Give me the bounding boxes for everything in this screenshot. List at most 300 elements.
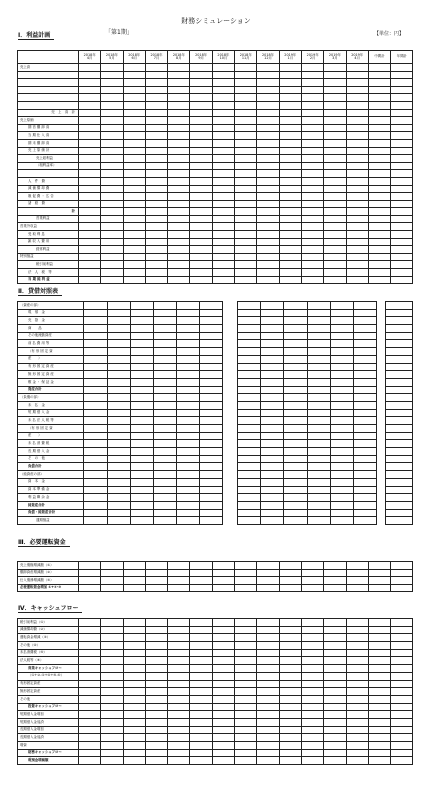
value-cell[interactable] xyxy=(153,425,176,433)
value-cell[interactable] xyxy=(279,584,301,592)
value-cell[interactable] xyxy=(279,269,301,277)
value-cell[interactable] xyxy=(107,417,130,425)
value-cell[interactable] xyxy=(212,253,234,261)
value-cell[interactable] xyxy=(101,649,123,657)
value-cell[interactable] xyxy=(279,757,301,765)
value-cell[interactable] xyxy=(353,517,376,525)
value-cell[interactable] xyxy=(145,253,167,261)
value-cell[interactable] xyxy=(177,494,200,502)
value-cell[interactable] xyxy=(284,425,307,433)
value-cell[interactable] xyxy=(324,734,346,742)
value-cell[interactable] xyxy=(307,448,330,456)
value-cell[interactable] xyxy=(190,86,212,94)
value-cell[interactable] xyxy=(353,471,376,479)
value-cell[interactable] xyxy=(385,378,412,386)
value-cell[interactable] xyxy=(145,688,167,696)
value-cell[interactable] xyxy=(385,517,412,525)
value-cell[interactable] xyxy=(279,642,301,650)
value-cell[interactable] xyxy=(368,742,390,750)
value-cell[interactable] xyxy=(385,478,412,486)
value-cell[interactable] xyxy=(279,726,301,734)
value-cell[interactable] xyxy=(123,215,145,223)
value-cell[interactable] xyxy=(257,577,279,585)
value-cell[interactable] xyxy=(368,734,390,742)
value-cell[interactable] xyxy=(307,509,330,517)
value-cell[interactable] xyxy=(238,417,261,425)
value-cell[interactable] xyxy=(324,626,346,634)
value-cell[interactable] xyxy=(324,569,346,577)
value-cell[interactable] xyxy=(84,401,107,409)
value-cell[interactable] xyxy=(168,215,190,223)
value-cell[interactable] xyxy=(284,448,307,456)
value-cell[interactable] xyxy=(130,463,153,471)
value-cell[interactable] xyxy=(84,425,107,433)
value-cell[interactable] xyxy=(261,325,284,333)
value-cell[interactable] xyxy=(330,486,353,494)
value-cell[interactable] xyxy=(301,253,323,261)
value-cell[interactable] xyxy=(346,634,368,642)
value-cell[interactable] xyxy=(261,355,284,363)
value-cell[interactable] xyxy=(145,657,167,665)
value-cell[interactable] xyxy=(284,355,307,363)
value-cell[interactable] xyxy=(324,185,346,193)
value-cell[interactable] xyxy=(168,208,190,216)
value-cell[interactable] xyxy=(190,139,212,147)
value-cell[interactable] xyxy=(385,501,412,509)
value-cell[interactable] xyxy=(346,79,368,87)
value-cell[interactable] xyxy=(330,448,353,456)
value-cell[interactable] xyxy=(257,246,279,254)
value-cell[interactable] xyxy=(168,626,190,634)
value-cell[interactable] xyxy=(145,162,167,170)
value-cell[interactable] xyxy=(391,703,413,711)
value-cell[interactable] xyxy=(324,261,346,269)
value-cell[interactable] xyxy=(261,401,284,409)
value-cell[interactable] xyxy=(346,177,368,185)
value-cell[interactable] xyxy=(346,117,368,125)
value-cell[interactable] xyxy=(101,726,123,734)
value-cell[interactable] xyxy=(168,726,190,734)
value-cell[interactable] xyxy=(235,276,257,284)
value-cell[interactable] xyxy=(279,665,301,673)
value-cell[interactable] xyxy=(212,634,234,642)
value-cell[interactable] xyxy=(346,139,368,147)
value-cell[interactable] xyxy=(123,749,145,757)
value-cell[interactable] xyxy=(101,170,123,178)
value-cell[interactable] xyxy=(238,309,261,317)
value-cell[interactable] xyxy=(153,309,176,317)
value-cell[interactable] xyxy=(284,371,307,379)
value-cell[interactable] xyxy=(153,494,176,502)
value-cell[interactable] xyxy=(368,185,390,193)
value-cell[interactable] xyxy=(301,742,323,750)
value-cell[interactable] xyxy=(153,378,176,386)
value-cell[interactable] xyxy=(346,215,368,223)
value-cell[interactable] xyxy=(307,425,330,433)
value-cell[interactable] xyxy=(346,208,368,216)
value-cell[interactable] xyxy=(123,734,145,742)
value-cell[interactable] xyxy=(324,170,346,178)
value-cell[interactable] xyxy=(212,94,234,102)
value-cell[interactable] xyxy=(123,185,145,193)
value-cell[interactable] xyxy=(235,231,257,239)
value-cell[interactable] xyxy=(79,734,101,742)
value-cell[interactable] xyxy=(130,348,153,356)
value-cell[interactable] xyxy=(238,509,261,517)
value-cell[interactable] xyxy=(212,688,234,696)
value-cell[interactable] xyxy=(307,471,330,479)
value-cell[interactable] xyxy=(123,649,145,657)
value-cell[interactable] xyxy=(190,231,212,239)
value-cell[interactable] xyxy=(346,200,368,208)
value-cell[interactable] xyxy=(307,394,330,402)
value-cell[interactable] xyxy=(368,672,390,680)
value-cell[interactable] xyxy=(353,394,376,402)
value-cell[interactable] xyxy=(168,132,190,140)
value-cell[interactable] xyxy=(107,440,130,448)
value-cell[interactable] xyxy=(279,742,301,750)
value-cell[interactable] xyxy=(235,124,257,132)
value-cell[interactable] xyxy=(307,340,330,348)
value-cell[interactable] xyxy=(145,223,167,231)
value-cell[interactable] xyxy=(145,147,167,155)
value-cell[interactable] xyxy=(153,478,176,486)
value-cell[interactable] xyxy=(330,425,353,433)
value-cell[interactable] xyxy=(235,155,257,163)
value-cell[interactable] xyxy=(301,139,323,147)
value-cell[interactable] xyxy=(385,471,412,479)
value-cell[interactable] xyxy=(130,417,153,425)
value-cell[interactable] xyxy=(261,309,284,317)
value-cell[interactable] xyxy=(353,317,376,325)
value-cell[interactable] xyxy=(145,626,167,634)
value-cell[interactable] xyxy=(385,401,412,409)
value-cell[interactable] xyxy=(212,657,234,665)
value-cell[interactable] xyxy=(200,517,223,525)
value-cell[interactable] xyxy=(107,501,130,509)
value-cell[interactable] xyxy=(190,749,212,757)
value-cell[interactable] xyxy=(261,509,284,517)
value-cell[interactable] xyxy=(200,409,223,417)
value-cell[interactable] xyxy=(301,749,323,757)
value-cell[interactable] xyxy=(79,177,101,185)
value-cell[interactable] xyxy=(301,269,323,277)
value-cell[interactable] xyxy=(190,577,212,585)
value-cell[interactable] xyxy=(212,269,234,277)
value-cell[interactable] xyxy=(238,332,261,340)
value-cell[interactable] xyxy=(261,417,284,425)
value-cell[interactable] xyxy=(368,132,390,140)
value-cell[interactable] xyxy=(123,695,145,703)
value-cell[interactable] xyxy=(177,340,200,348)
value-cell[interactable] xyxy=(153,455,176,463)
value-cell[interactable] xyxy=(257,215,279,223)
value-cell[interactable] xyxy=(235,185,257,193)
value-cell[interactable] xyxy=(79,238,101,246)
value-cell[interactable] xyxy=(324,71,346,79)
value-cell[interactable] xyxy=(153,501,176,509)
value-cell[interactable] xyxy=(235,261,257,269)
value-cell[interactable] xyxy=(235,94,257,102)
value-cell[interactable] xyxy=(190,269,212,277)
value-cell[interactable] xyxy=(123,246,145,254)
value-cell[interactable] xyxy=(284,401,307,409)
value-cell[interactable] xyxy=(79,185,101,193)
value-cell[interactable] xyxy=(368,162,390,170)
value-cell[interactable] xyxy=(130,448,153,456)
value-cell[interactable] xyxy=(177,501,200,509)
value-cell[interactable] xyxy=(79,223,101,231)
value-cell[interactable] xyxy=(330,386,353,394)
value-cell[interactable] xyxy=(391,64,413,72)
value-cell[interactable] xyxy=(391,672,413,680)
value-cell[interactable] xyxy=(353,478,376,486)
value-cell[interactable] xyxy=(353,463,376,471)
value-cell[interactable] xyxy=(301,109,323,117)
value-cell[interactable] xyxy=(330,363,353,371)
value-cell[interactable] xyxy=(145,642,167,650)
value-cell[interactable] xyxy=(238,440,261,448)
value-cell[interactable] xyxy=(385,302,412,310)
value-cell[interactable] xyxy=(84,486,107,494)
value-cell[interactable] xyxy=(324,139,346,147)
value-cell[interactable] xyxy=(107,517,130,525)
value-cell[interactable] xyxy=(177,378,200,386)
value-cell[interactable] xyxy=(101,139,123,147)
value-cell[interactable] xyxy=(123,634,145,642)
value-cell[interactable] xyxy=(101,124,123,132)
value-cell[interactable] xyxy=(257,711,279,719)
value-cell[interactable] xyxy=(212,672,234,680)
value-cell[interactable] xyxy=(145,680,167,688)
value-cell[interactable] xyxy=(200,302,223,310)
value-cell[interactable] xyxy=(368,657,390,665)
value-cell[interactable] xyxy=(235,584,257,592)
value-cell[interactable] xyxy=(279,94,301,102)
value-cell[interactable] xyxy=(190,253,212,261)
value-cell[interactable] xyxy=(145,155,167,163)
value-cell[interactable] xyxy=(168,139,190,147)
value-cell[interactable] xyxy=(391,231,413,239)
value-cell[interactable] xyxy=(79,626,101,634)
value-cell[interactable] xyxy=(346,711,368,719)
value-cell[interactable] xyxy=(235,79,257,87)
value-cell[interactable] xyxy=(307,486,330,494)
value-cell[interactable] xyxy=(257,726,279,734)
value-cell[interactable] xyxy=(130,371,153,379)
value-cell[interactable] xyxy=(168,185,190,193)
value-cell[interactable] xyxy=(368,626,390,634)
value-cell[interactable] xyxy=(107,463,130,471)
value-cell[interactable] xyxy=(168,86,190,94)
value-cell[interactable] xyxy=(261,494,284,502)
value-cell[interactable] xyxy=(307,363,330,371)
value-cell[interactable] xyxy=(261,471,284,479)
value-cell[interactable] xyxy=(279,132,301,140)
value-cell[interactable] xyxy=(307,378,330,386)
value-cell[interactable] xyxy=(190,584,212,592)
value-cell[interactable] xyxy=(368,695,390,703)
value-cell[interactable] xyxy=(168,269,190,277)
value-cell[interactable] xyxy=(391,253,413,261)
value-cell[interactable] xyxy=(391,162,413,170)
value-cell[interactable] xyxy=(284,471,307,479)
value-cell[interactable] xyxy=(284,363,307,371)
value-cell[interactable] xyxy=(368,208,390,216)
value-cell[interactable] xyxy=(168,200,190,208)
value-cell[interactable] xyxy=(324,200,346,208)
value-cell[interactable] xyxy=(84,302,107,310)
value-cell[interactable] xyxy=(279,170,301,178)
value-cell[interactable] xyxy=(168,162,190,170)
value-cell[interactable] xyxy=(301,64,323,72)
value-cell[interactable] xyxy=(353,348,376,356)
value-cell[interactable] xyxy=(130,501,153,509)
value-cell[interactable] xyxy=(153,486,176,494)
value-cell[interactable] xyxy=(257,101,279,109)
value-cell[interactable] xyxy=(261,501,284,509)
value-cell[interactable] xyxy=(168,71,190,79)
value-cell[interactable] xyxy=(391,215,413,223)
value-cell[interactable] xyxy=(84,332,107,340)
value-cell[interactable] xyxy=(346,162,368,170)
value-cell[interactable] xyxy=(346,749,368,757)
value-cell[interactable] xyxy=(385,455,412,463)
value-cell[interactable] xyxy=(235,170,257,178)
value-cell[interactable] xyxy=(84,471,107,479)
value-cell[interactable] xyxy=(353,371,376,379)
value-cell[interactable] xyxy=(330,417,353,425)
value-cell[interactable] xyxy=(84,494,107,502)
value-cell[interactable] xyxy=(368,703,390,711)
value-cell[interactable] xyxy=(301,185,323,193)
value-cell[interactable] xyxy=(168,64,190,72)
value-cell[interactable] xyxy=(301,162,323,170)
value-cell[interactable] xyxy=(235,680,257,688)
value-cell[interactable] xyxy=(257,124,279,132)
value-cell[interactable] xyxy=(190,200,212,208)
value-cell[interactable] xyxy=(101,200,123,208)
value-cell[interactable] xyxy=(79,619,101,627)
value-cell[interactable] xyxy=(257,261,279,269)
value-cell[interactable] xyxy=(153,517,176,525)
value-cell[interactable] xyxy=(324,680,346,688)
value-cell[interactable] xyxy=(101,147,123,155)
value-cell[interactable] xyxy=(346,231,368,239)
value-cell[interactable] xyxy=(324,577,346,585)
value-cell[interactable] xyxy=(324,79,346,87)
value-cell[interactable] xyxy=(153,417,176,425)
value-cell[interactable] xyxy=(301,657,323,665)
value-cell[interactable] xyxy=(301,577,323,585)
value-cell[interactable] xyxy=(212,703,234,711)
value-cell[interactable] xyxy=(84,371,107,379)
value-cell[interactable] xyxy=(190,665,212,673)
value-cell[interactable] xyxy=(324,109,346,117)
value-cell[interactable] xyxy=(324,94,346,102)
value-cell[interactable] xyxy=(284,302,307,310)
value-cell[interactable] xyxy=(324,665,346,673)
value-cell[interactable] xyxy=(391,657,413,665)
value-cell[interactable] xyxy=(346,688,368,696)
value-cell[interactable] xyxy=(261,394,284,402)
value-cell[interactable] xyxy=(212,562,234,570)
value-cell[interactable] xyxy=(346,577,368,585)
value-cell[interactable] xyxy=(368,193,390,201)
value-cell[interactable] xyxy=(168,695,190,703)
value-cell[interactable] xyxy=(177,471,200,479)
value-cell[interactable] xyxy=(107,309,130,317)
value-cell[interactable] xyxy=(123,208,145,216)
value-cell[interactable] xyxy=(145,246,167,254)
value-cell[interactable] xyxy=(284,486,307,494)
value-cell[interactable] xyxy=(200,432,223,440)
value-cell[interactable] xyxy=(257,718,279,726)
value-cell[interactable] xyxy=(177,302,200,310)
value-cell[interactable] xyxy=(177,309,200,317)
value-cell[interactable] xyxy=(346,718,368,726)
value-cell[interactable] xyxy=(257,569,279,577)
value-cell[interactable] xyxy=(368,718,390,726)
value-cell[interactable] xyxy=(168,170,190,178)
value-cell[interactable] xyxy=(261,517,284,525)
value-cell[interactable] xyxy=(177,440,200,448)
value-cell[interactable] xyxy=(257,147,279,155)
value-cell[interactable] xyxy=(324,132,346,140)
value-cell[interactable] xyxy=(212,86,234,94)
value-cell[interactable] xyxy=(212,718,234,726)
value-cell[interactable] xyxy=(279,215,301,223)
value-cell[interactable] xyxy=(190,64,212,72)
value-cell[interactable] xyxy=(177,355,200,363)
value-cell[interactable] xyxy=(330,378,353,386)
value-cell[interactable] xyxy=(279,200,301,208)
value-cell[interactable] xyxy=(84,340,107,348)
value-cell[interactable] xyxy=(123,703,145,711)
value-cell[interactable] xyxy=(200,355,223,363)
value-cell[interactable] xyxy=(353,309,376,317)
value-cell[interactable] xyxy=(84,309,107,317)
value-cell[interactable] xyxy=(107,317,130,325)
value-cell[interactable] xyxy=(353,386,376,394)
value-cell[interactable] xyxy=(145,170,167,178)
value-cell[interactable] xyxy=(212,139,234,147)
value-cell[interactable] xyxy=(145,695,167,703)
value-cell[interactable] xyxy=(200,401,223,409)
value-cell[interactable] xyxy=(301,695,323,703)
value-cell[interactable] xyxy=(212,749,234,757)
value-cell[interactable] xyxy=(284,340,307,348)
value-cell[interactable] xyxy=(101,749,123,757)
value-cell[interactable] xyxy=(200,363,223,371)
value-cell[interactable] xyxy=(190,109,212,117)
value-cell[interactable] xyxy=(212,246,234,254)
value-cell[interactable] xyxy=(307,478,330,486)
value-cell[interactable] xyxy=(391,200,413,208)
value-cell[interactable] xyxy=(307,332,330,340)
value-cell[interactable] xyxy=(301,215,323,223)
value-cell[interactable] xyxy=(168,246,190,254)
value-cell[interactable] xyxy=(238,463,261,471)
value-cell[interactable] xyxy=(79,64,101,72)
value-cell[interactable] xyxy=(301,170,323,178)
value-cell[interactable] xyxy=(190,208,212,216)
value-cell[interactable] xyxy=(261,455,284,463)
value-cell[interactable] xyxy=(324,757,346,765)
value-cell[interactable] xyxy=(200,417,223,425)
value-cell[interactable] xyxy=(177,325,200,333)
value-cell[interactable] xyxy=(330,463,353,471)
